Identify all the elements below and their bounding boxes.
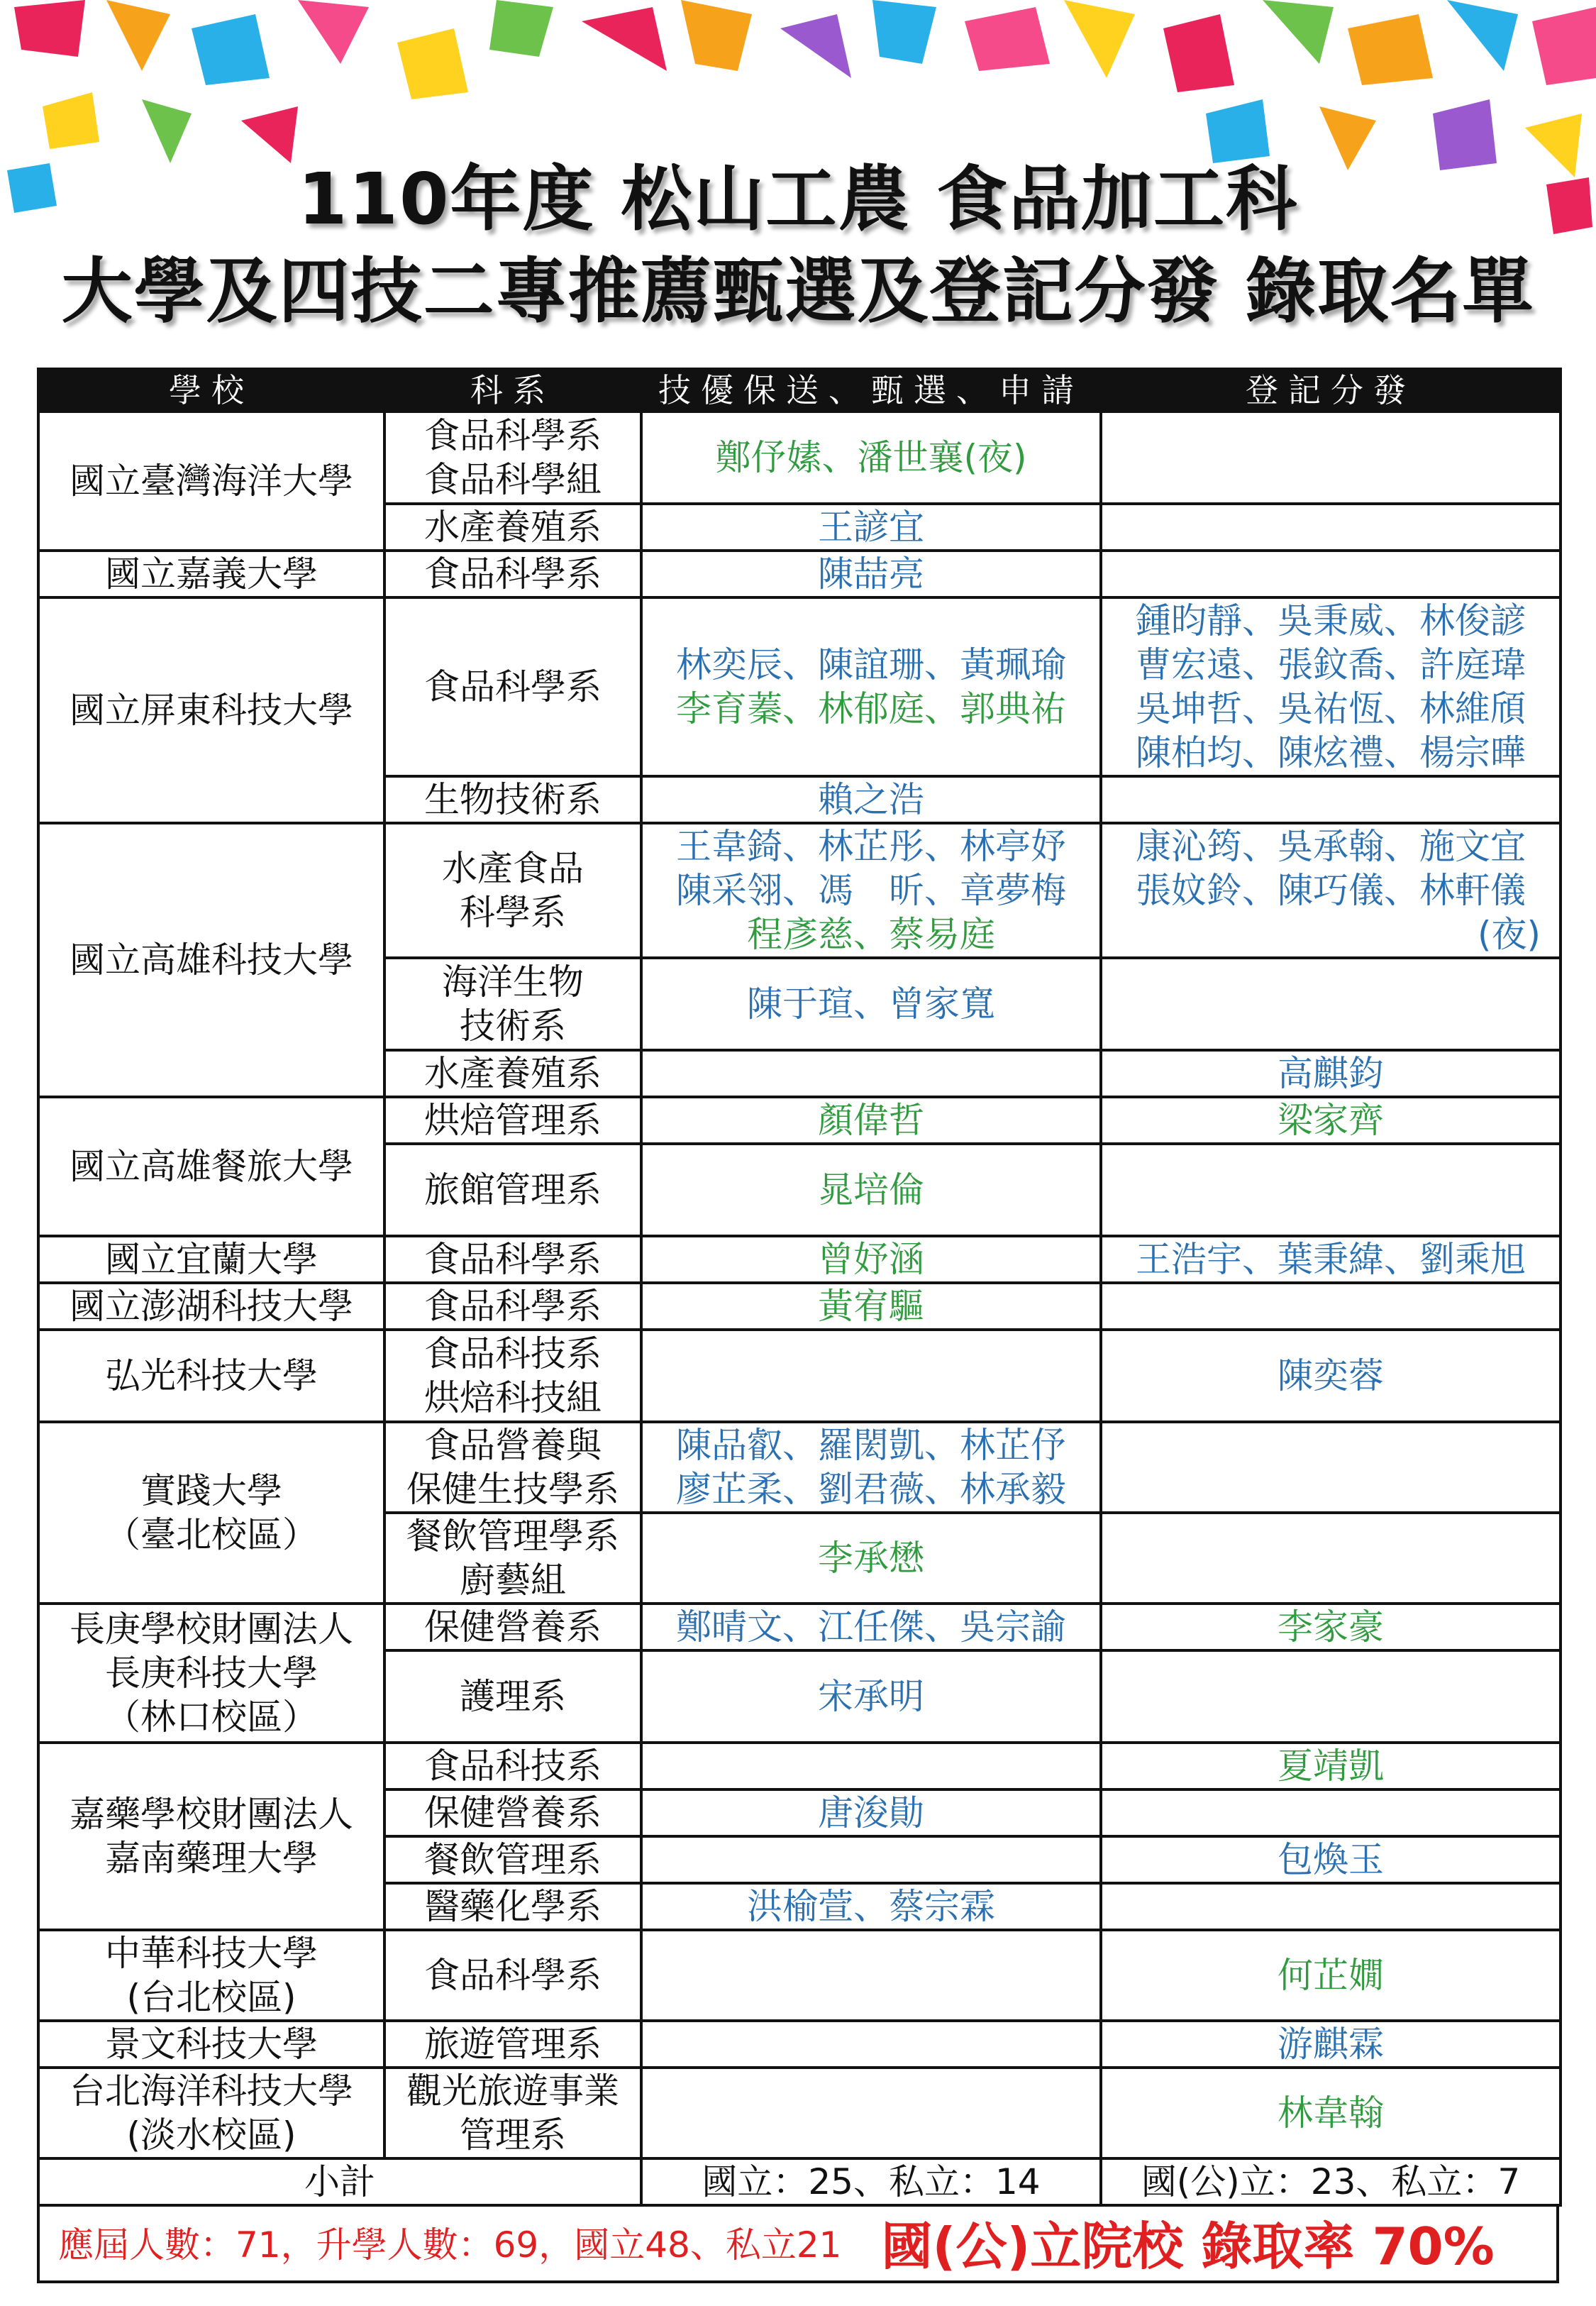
dept-cell: 食品科技系 xyxy=(384,1743,641,1789)
dept-cell: 護理系 xyxy=(384,1650,641,1743)
name-line: 程彥慈、蔡易庭 xyxy=(747,914,995,955)
name-line: 王韋錡、林芷彤、林亭妤 xyxy=(676,826,1066,867)
recommend-cell xyxy=(641,1050,1101,1097)
recommend-cell xyxy=(641,1422,1101,1513)
dept-cell xyxy=(384,1422,641,1513)
dept-line: 海洋生物 xyxy=(442,961,584,1003)
table-header-row xyxy=(38,369,1561,412)
recommend-cell: 顏偉哲 xyxy=(641,1097,1101,1144)
school-cell xyxy=(38,1743,384,1930)
dept-line: 科學系 xyxy=(460,892,566,933)
dept-line: 管理系 xyxy=(460,2114,566,2156)
school-line: 嘉藥學校財團法人 xyxy=(70,1794,353,1835)
allocation-cell xyxy=(1101,1513,1561,1604)
allocation-cell xyxy=(1101,1650,1561,1743)
name-line: 廖芷柔、劉君薇、林承毅 xyxy=(676,1469,1066,1510)
recommend-cell xyxy=(641,1743,1101,1789)
table-row xyxy=(38,1330,1561,1422)
dept-cell: 食品科學系 xyxy=(384,1930,641,2021)
table-row xyxy=(38,1930,1561,2021)
school-cell xyxy=(38,2068,384,2158)
table-row xyxy=(38,597,1561,776)
header-col3: 技優保送、甄選、申請 xyxy=(641,369,1101,412)
allocation-cell xyxy=(1101,958,1561,1050)
allocation-cell: 游麒霖 xyxy=(1101,2021,1561,2068)
name-line: 鍾昀靜、吳秉威、林俊諺 xyxy=(1136,600,1526,641)
school-line: 嘉南藥理大學 xyxy=(105,1838,318,1879)
name-line: 林奕辰、陳誼珊、黃珮瑜 xyxy=(676,644,1066,685)
allocation-cell: 包煥玉 xyxy=(1101,1836,1561,1883)
dept-cell: 餐飲管理系 xyxy=(384,1836,641,1883)
allocation-cell xyxy=(1101,1789,1561,1836)
page-title-line1: 110年度 松山工農 食品加工科 xyxy=(297,158,1299,241)
school-cell: 國立臺灣海洋大學 xyxy=(38,412,384,551)
allocation-cell: 高麒鈞 xyxy=(1101,1050,1561,1097)
dept-line: 水產食品 xyxy=(442,848,584,889)
dept-cell: 保健營養系 xyxy=(384,1604,641,1650)
name-line: 康沁筠、吳承翰、施文宜 xyxy=(1136,826,1526,867)
dept-line: 餐飲管理學系 xyxy=(406,1516,619,1557)
dept-cell xyxy=(384,412,641,504)
dept-cell: 食品科學系 xyxy=(384,551,641,597)
recommend-cell: 洪榆萱、蔡宗霖 xyxy=(641,1883,1101,1930)
dept-cell: 旅館管理系 xyxy=(384,1144,641,1236)
dept-line: 烘焙科技組 xyxy=(424,1377,602,1418)
recommend-cell xyxy=(641,2068,1101,2158)
recommend-cell: 宋承明 xyxy=(641,1650,1101,1743)
recommend-cell: 唐浚勛 xyxy=(641,1789,1101,1836)
allocation-cell xyxy=(1101,1144,1561,1236)
table-row xyxy=(38,1604,1561,1650)
dept-cell: 水產養殖系 xyxy=(384,1050,641,1097)
allocation-cell: 陳奕蓉 xyxy=(1101,1330,1561,1422)
footer-stats: 應屆人數：71，升學人數：69，國立48、私立21 xyxy=(58,2224,842,2266)
allocation-cell: 林韋翰 xyxy=(1101,2068,1561,2158)
dept-cell: 生物技術系 xyxy=(384,776,641,823)
school-line: 長庚科技大學 xyxy=(105,1653,318,1694)
name-line: 張妏鈴、陳巧儀、林軒儀 xyxy=(1136,870,1526,911)
recommend-cell: 黃宥驅 xyxy=(641,1283,1101,1330)
dept-line: 食品科學組 xyxy=(424,459,602,500)
header-col4: 登記分發 xyxy=(1101,369,1561,412)
footer-admission-rate: 國(公)立院校 錄取率 70% xyxy=(881,2217,1495,2276)
recommend-cell xyxy=(641,597,1101,776)
school-line: 實踐大學 xyxy=(140,1470,282,1511)
recommend-cell: 鄭伃嫊、潘世襄(夜) xyxy=(641,412,1101,504)
dept-line: 觀光旅遊事業 xyxy=(406,2070,619,2112)
recommend-cell xyxy=(641,1836,1101,1883)
school-line: 中華科技大學 xyxy=(105,1933,318,1974)
school-cell: 國立澎湖科技大學 xyxy=(38,1283,384,1330)
school-cell: 國立高雄餐旅大學 xyxy=(38,1097,384,1236)
school-line: 長庚學校財團法人 xyxy=(70,1609,353,1650)
allocation-cell: 李家豪 xyxy=(1101,1604,1561,1650)
dept-line: 保健生技學系 xyxy=(406,1469,619,1510)
allocation-cell xyxy=(1101,823,1561,958)
school-cell: 國立高雄科技大學 xyxy=(38,823,384,1097)
page-title-line2: 大學及四技二專推薦甄選及登記分發 錄取名單 xyxy=(61,250,1535,333)
allocation-cell xyxy=(1101,1283,1561,1330)
table-row xyxy=(38,2068,1561,2158)
school-cell xyxy=(38,1604,384,1743)
school-line: (台北校區) xyxy=(126,1977,297,2018)
school-line: （臺北校區） xyxy=(105,1514,318,1555)
header-school: 學校 xyxy=(38,369,384,412)
dept-cell: 烘焙管理系 xyxy=(384,1097,641,1144)
allocation-cell xyxy=(1101,1883,1561,1930)
recommend-cell: 賴之浩 xyxy=(641,776,1101,823)
name-line: 陳柏均、陳炫禮、楊宗曄 xyxy=(1136,732,1526,773)
dept-line: 食品科學系 xyxy=(424,415,602,456)
name-line: 曹宏遠、張鈫喬、許庭瑋 xyxy=(1136,644,1526,685)
recommend-cell: 陳喆亮 xyxy=(641,551,1101,597)
subtotal-label: 小計 xyxy=(38,2158,641,2205)
dept-cell xyxy=(384,958,641,1050)
dept-cell: 旅遊管理系 xyxy=(384,2021,641,2068)
name-line: 吳坤哲、吳祐恆、林維頎 xyxy=(1136,688,1526,729)
subtotal-allocation: 國(公)立：23、私立：7 xyxy=(1101,2158,1561,2205)
table-row xyxy=(38,412,1561,504)
recommend-cell: 陳于瑄、曾家寬 xyxy=(641,958,1101,1050)
allocation-cell: 梁家齊 xyxy=(1101,1097,1561,1144)
school-cell: 國立宜蘭大學 xyxy=(38,1236,384,1283)
recommend-cell: 王諺宜 xyxy=(641,504,1101,551)
dept-cell xyxy=(384,823,641,958)
recommend-cell xyxy=(641,2021,1101,2068)
school-cell: 國立嘉義大學 xyxy=(38,551,384,597)
name-line: 陳采翎、馮 昕、章夢梅 xyxy=(676,870,1066,911)
allocation-cell: 夏靖凱 xyxy=(1101,1743,1561,1789)
admission-table xyxy=(37,368,1562,2207)
recommend-cell: 曾妤涵 xyxy=(641,1236,1101,1283)
school-line: (淡水校區) xyxy=(126,2114,297,2156)
school-line: （林口校區） xyxy=(105,1697,318,1738)
school-cell xyxy=(38,1422,384,1604)
summary-footer xyxy=(37,2204,1559,2283)
name-line: (夜) xyxy=(1477,914,1541,955)
allocation-cell xyxy=(1101,1422,1561,1513)
recommend-cell: 晁培倫 xyxy=(641,1144,1101,1236)
allocation-cell xyxy=(1101,597,1561,776)
dept-line: 廚藝組 xyxy=(460,1560,566,1601)
allocation-cell xyxy=(1101,504,1561,551)
table-row xyxy=(38,1097,1561,1144)
school-cell: 國立屏東科技大學 xyxy=(38,597,384,823)
name-line: 李育蓁、林郁庭、郭典祐 xyxy=(676,688,1066,729)
allocation-cell: 何芷嫺 xyxy=(1101,1930,1561,2021)
table-row xyxy=(38,2021,1561,2068)
allocation-cell xyxy=(1101,776,1561,823)
dept-cell: 食品科學系 xyxy=(384,597,641,776)
table-row xyxy=(38,1236,1561,1283)
allocation-cell xyxy=(1101,551,1561,597)
school-cell: 弘光科技大學 xyxy=(38,1330,384,1422)
table-row xyxy=(38,551,1561,597)
school-cell: 景文科技大學 xyxy=(38,2021,384,2068)
recommend-cell: 李承懋 xyxy=(641,1513,1101,1604)
table-row xyxy=(38,1283,1561,1330)
subtotal-row xyxy=(38,2158,1561,2205)
table-row xyxy=(38,1743,1561,1789)
dept-cell xyxy=(384,2068,641,2158)
name-line: 陳品叡、羅閎凱、林芷伃 xyxy=(676,1425,1066,1466)
dept-cell: 食品科學系 xyxy=(384,1236,641,1283)
header-dept: 科系 xyxy=(384,369,641,412)
dept-cell: 保健營養系 xyxy=(384,1789,641,1836)
dept-cell: 醫藥化學系 xyxy=(384,1883,641,1930)
dept-line: 食品科技系 xyxy=(424,1333,602,1374)
recommend-cell xyxy=(641,823,1101,958)
dept-line: 食品營養與 xyxy=(424,1425,602,1466)
dept-line: 技術系 xyxy=(460,1005,566,1047)
allocation-cell xyxy=(1101,412,1561,504)
dept-cell: 食品科學系 xyxy=(384,1283,641,1330)
allocation-cell: 王浩宇、葉秉緯、劉乘旭 xyxy=(1101,1236,1561,1283)
recommend-cell xyxy=(641,1330,1101,1422)
school-cell xyxy=(38,1930,384,2021)
dept-cell xyxy=(384,1513,641,1604)
table-row xyxy=(38,823,1561,958)
dept-cell xyxy=(384,1330,641,1422)
school-line: 台北海洋科技大學 xyxy=(70,2070,353,2112)
recommend-cell xyxy=(641,1930,1101,2021)
subtotal-recommend: 國立：25、私立：14 xyxy=(641,2158,1101,2205)
dept-cell: 水產養殖系 xyxy=(384,504,641,551)
recommend-cell: 鄭晴文、江任傑、吳宗諭 xyxy=(641,1604,1101,1650)
table-row xyxy=(38,1422,1561,1513)
